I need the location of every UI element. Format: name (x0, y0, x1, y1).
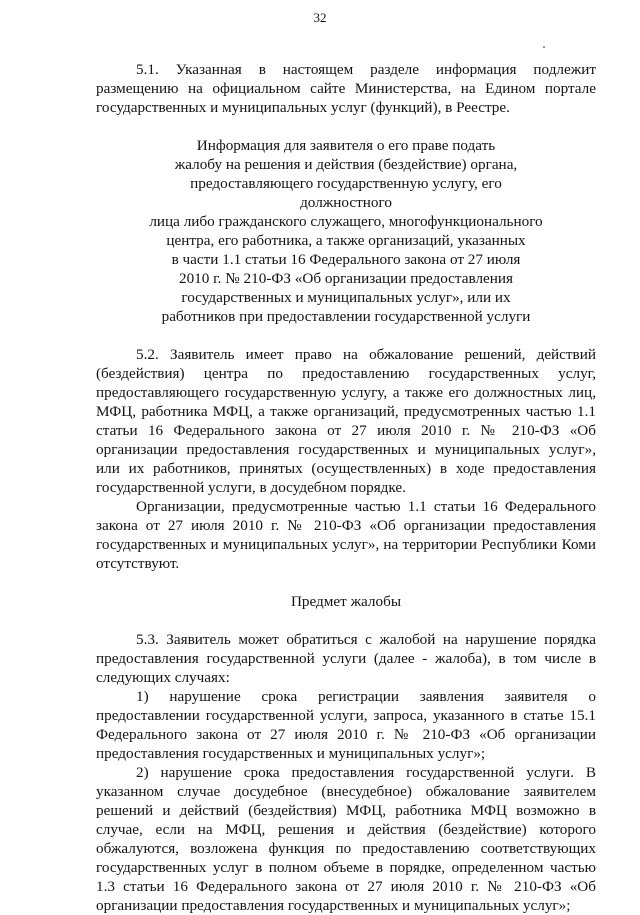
heading-line: жалобу на решения и действия (бездействие) органа, (174, 156, 518, 173)
scan-speck (543, 46, 545, 48)
section-heading-complaint-subject: Предмет жалобы (290, 593, 402, 610)
list-item-1: 1) нарушение срока регистрации заявления заявителя о предоставлении государственной услуги, запроса, указанного в статье 15.1 Федерального закона от 27 июля 2010 г. № 210-ФЗ «Об организации предоставления государственных и муниципальных услуг»; (96, 688, 596, 762)
heading-line: работников при предоставлении государственной услуги (161, 308, 531, 325)
heading-line: лица либо гражданского служащего, многофункционального (149, 213, 543, 230)
heading-line: 2010 г. № 210-ФЗ «Об организации предоставления (178, 270, 514, 287)
list-item-2: 2) нарушение срока предоставления государственной услуги. В указанном случае досудебное (внесудебное) обжалование заявителем решений и действий (бездействия) МФЦ, работника МФЦ возможно в случае, если на МФЦ, решения и действия (бездействие) которого обжалуются, возложена функция по предоставлению соответствующих государственных услуг в полном объеме в порядке, определенном частью 1.3 статьи 16 Федерального закона от 27 июля 2010 г. № 210-ФЗ «Об организации предоставления государственных и муниципальных услуг»; (96, 764, 596, 914)
section-heading-complaint-right (146, 136, 546, 326)
paragraph-5-3: 5.3. Заявитель может обратиться с жалобой на нарушение порядка предоставления государственной услуги (далее - жалоба), в том числе в следующих случаях: (96, 631, 596, 686)
heading-line: в части 1.1 статьи 16 Федерального закона от 27 июля (171, 251, 521, 268)
heading-line: центра, его работника, а также организаций, указанных (166, 232, 526, 249)
paragraph-5-2: 5.2. Заявитель имеет право на обжалование решений, действий (бездействия) центра по предоставлению государственных услуг, предоставляющего государственную услугу, а также его должностных лиц, МФЦ, работника МФЦ, а также организаций, предусмотренных частью 1.1 статьи 16 Федерального закона от 27 июля 2010 г. № 210-ФЗ «Об организации предоставления государственных и муниципальных услуг», или их работников, принятых (осуществленных) в ходе предоставления государственной услуги, в досудебном порядке. (96, 346, 596, 496)
document-body (96, 60, 596, 915)
paragraph-organizations: Организации, предусмотренные частью 1.1 статьи 16 Федерального закона от 27 июля 2010 г. № 210-ФЗ «Об организации предоставления государственных и муниципальных услуг», на территории Республики Коми отсутствуют. (96, 498, 596, 572)
page-number: 32 (313, 10, 327, 25)
heading-line: государственных и муниципальных услуг», или их (181, 289, 511, 306)
heading-line: Информация для заявителя о его праве подать (196, 137, 496, 154)
heading-line: предоставляющего государственную услугу, его должностного (190, 175, 502, 211)
paragraph-5-1: 5.1. Указанная в настоящем разделе информация подлежит размещению на официальном сайте Министерства, на Едином портале государственных и муниципальных услуг (функций), в Реестре. (96, 61, 596, 116)
